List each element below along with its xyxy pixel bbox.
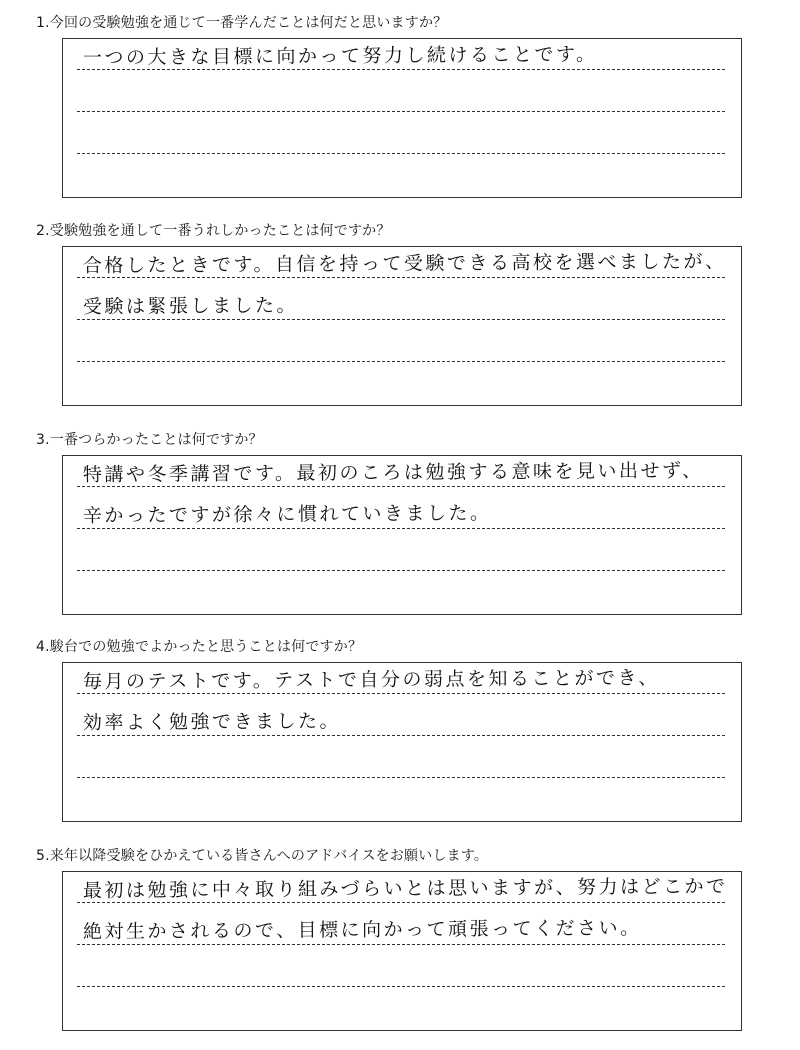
- answer-rule: [77, 735, 725, 736]
- answer-box-5: [62, 871, 742, 1031]
- answer-3-line-2: 辛かったですが徐々に慣れていきました。: [82, 502, 492, 527]
- answer-4-line-1: 毎月のテストです。テストで自分の弱点を知ることができ、: [82, 666, 660, 693]
- answer-box-4: [62, 662, 742, 822]
- answer-rule: [77, 319, 725, 320]
- answer-2-line-1: 合格したときです。自信を持って受験できる高校を選べましたが、: [82, 250, 727, 277]
- answer-rule: [77, 944, 725, 945]
- answer-box-1: [62, 38, 742, 198]
- answer-rule: [77, 528, 725, 529]
- answer-4-line-2: 効率よく勉強できました。: [82, 710, 342, 734]
- answer-rule: [77, 361, 725, 362]
- question-2: 2.受験勉強を通して一番うれしかったことは何ですか？: [36, 223, 391, 239]
- answer-box-2: [62, 246, 742, 406]
- answer-rule: [77, 69, 725, 70]
- answer-rule: [77, 277, 725, 278]
- question-5: 5.来年以降受験をひかえている皆さんへのアドバイスをお願いします。: [36, 848, 489, 864]
- answer-box-3: [62, 455, 742, 615]
- question-1: 1.今回の受験勉強を通じて一番学んだことは何だと思いますか？: [36, 15, 448, 31]
- answer-2-line-2: 受験は緊張しました。: [82, 294, 299, 318]
- answer-rule: [77, 777, 725, 778]
- answer-1-line-1: 一つの大きな目標に向かって努力し続けることです。: [82, 43, 598, 69]
- answer-5-line-1: 最初は勉強に中々取り組みづらいとは思いますが、努力はどこかで: [82, 875, 728, 902]
- answer-rule: [77, 986, 725, 987]
- answer-5-line-2: 絶対生かされるので、目標に向かって頑張ってください。: [82, 917, 642, 943]
- answer-rule: [77, 486, 725, 487]
- question-4: 4.駿台での勉強でよかったと思うことは何ですか？: [36, 639, 363, 655]
- answer-3-line-1: 特講や冬季講習です。最初のころは勉強する意味を見い出せず、: [82, 459, 704, 486]
- answer-rule: [77, 153, 725, 154]
- question-3: 3.一番つらかったことは何ですか？: [36, 432, 263, 448]
- answer-rule: [77, 111, 725, 112]
- answer-rule: [77, 693, 725, 694]
- answer-rule: [77, 902, 725, 903]
- answer-rule: [77, 570, 725, 571]
